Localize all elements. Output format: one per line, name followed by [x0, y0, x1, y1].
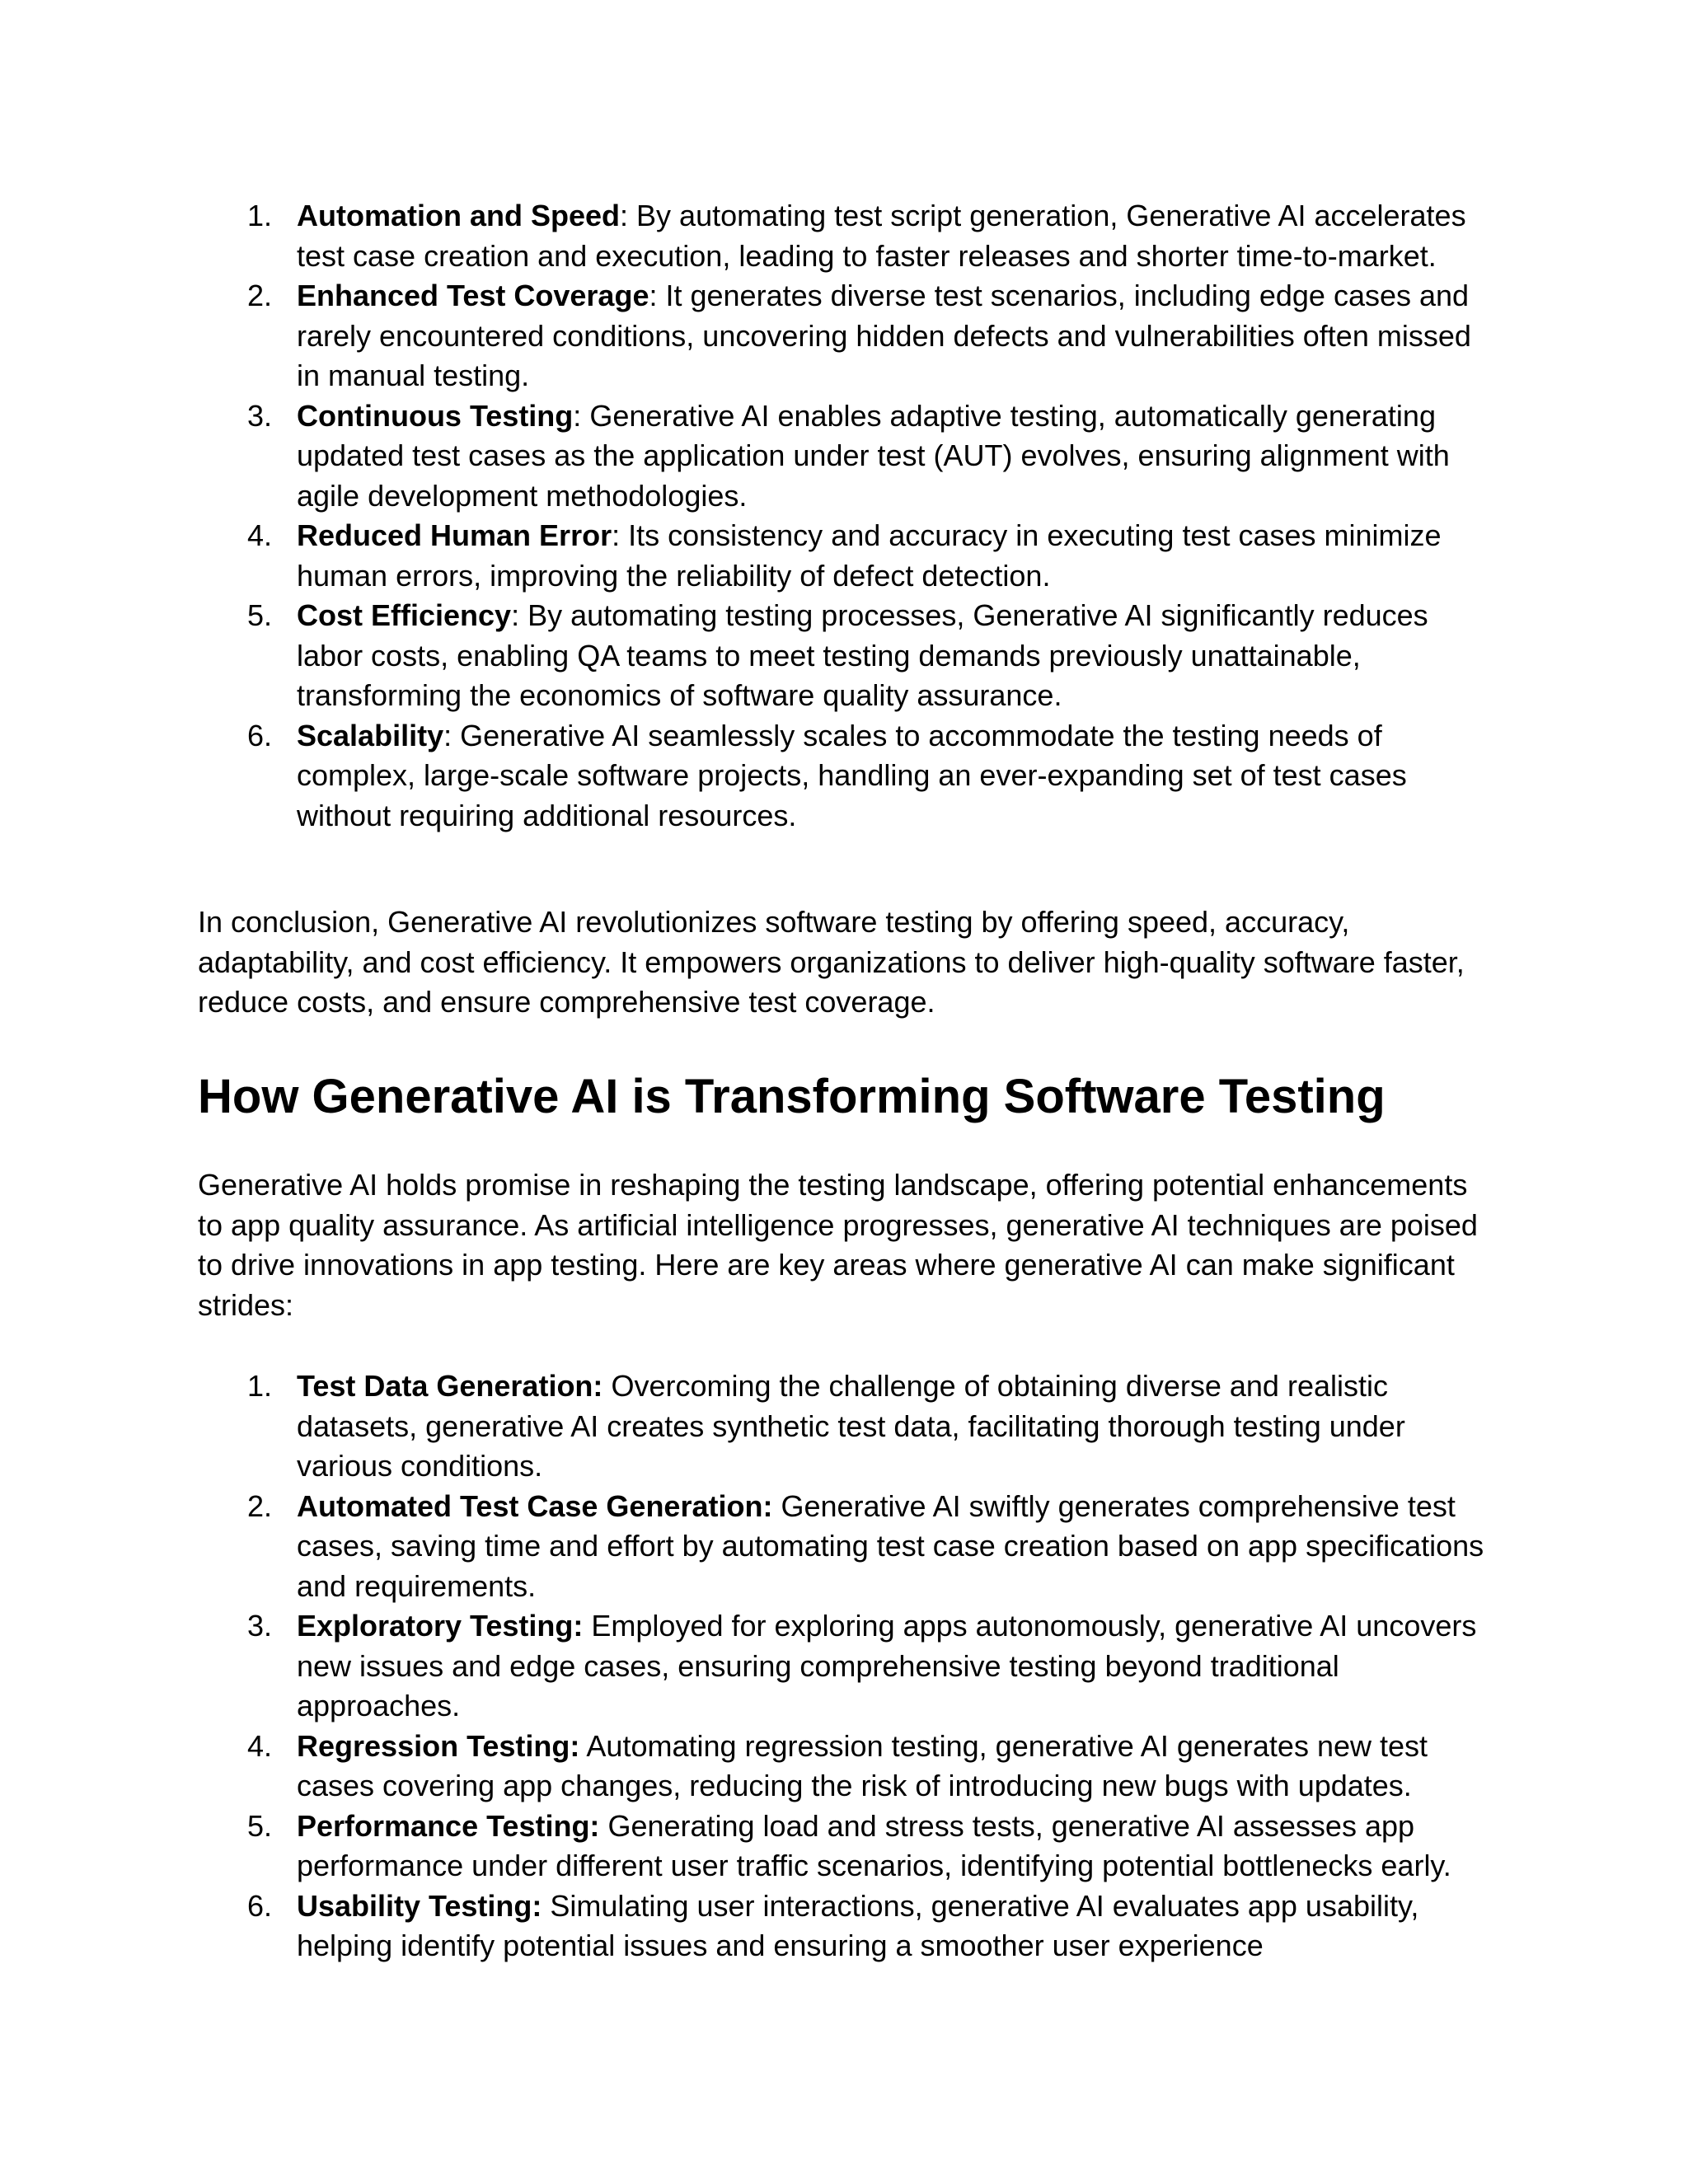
list-number: 6. — [247, 718, 273, 752]
list-item-title: Enhanced Test Coverage — [297, 279, 649, 312]
list-item-text: By automating testing processes, Generative AI significantly reduces labor costs, enabling QA teams to meet testing demands previously unattainable, transforming the economics of software quality assurance. — [297, 598, 1428, 712]
list-number: 2. — [247, 279, 273, 312]
list-item-title: Usability Testing: — [297, 1888, 542, 1923]
list-item-title: Exploratory Testing: — [297, 1609, 584, 1643]
list-item — [198, 596, 1500, 716]
list-item — [198, 196, 1500, 276]
list-item-text: Generative AI seamlessly scales to accommodate the testing needs of complex, large-scale software projects, handling an ever-expanding set of test cases without requiring additional resources. — [297, 718, 1407, 832]
list-item-separator — [599, 1809, 607, 1843]
intro-paragraph: Generative AI holds promise in reshaping the testing landscape, offering potential enhancements to app quality assurance. As artificial intelligence progresses, generative AI techniques are poised to drive innovations in app testing. Here are key areas where generative AI can make significant strides: — [198, 1168, 1478, 1322]
list-item-text: Simulating user interactions, generative AI evaluates app usability, helping identify potential issues and ensuring a smoother user experience — [297, 1888, 1419, 1962]
list-number: 4. — [247, 518, 273, 552]
list-item-text: By automating test script generation, Generative AI accelerates test case creation and execution, leading to faster releases and shorter time-to-market. — [297, 199, 1466, 273]
list-item-title: Performance Testing: — [297, 1808, 600, 1843]
list-item — [198, 276, 1500, 396]
list-item-text: Automating regression testing, generative AI generates new test cases covering app changes, reducing the risk of introducing new bugs with updates. — [297, 1728, 1428, 1802]
list-item-title: Test Data Generation: — [297, 1369, 603, 1403]
list-item — [198, 1807, 1500, 1886]
list-item-text: Employed for exploring apps autonomously, generative AI uncovers new issues and edge cases, ensuring comprehensive testing beyond traditional approaches. — [297, 1609, 1477, 1722]
list-item — [198, 1366, 1500, 1487]
list-item-title: Automated Test Case Generation: — [297, 1488, 773, 1523]
list-number: 6. — [247, 1888, 273, 1923]
list-item-text: Overcoming the challenge of obtaining diverse and realistic datasets, generative AI creates synthetic test data, facilitating thorough testing under various conditions. — [297, 1369, 1405, 1483]
list-number: 5. — [247, 1808, 273, 1843]
list-item-separator: : — [612, 518, 629, 552]
list-item-separator: : — [511, 598, 528, 632]
list-item — [198, 1727, 1500, 1807]
list-item-title: Cost Efficiency — [297, 598, 512, 632]
list-item-separator — [542, 1889, 550, 1923]
list-number: 1. — [247, 1369, 273, 1403]
list-item-text: Generating load and stress tests, generative AI assesses app performance under different user traffic scenarios, identifying potential bottlenecks early. — [297, 1808, 1451, 1882]
list-item-title: Regression Testing: — [297, 1728, 580, 1763]
list-item — [198, 396, 1500, 517]
list-item — [198, 516, 1500, 596]
list-number: 5. — [247, 598, 273, 632]
list-number: 4. — [247, 1728, 273, 1763]
list-item-text: It generates diverse test scenarios, including edge cases and rarely encountered conditions, uncovering hidden defects and vulnerabilities often missed in manual testing. — [297, 279, 1471, 392]
list-item-separator: : — [620, 199, 637, 232]
list-item-title: Continuous Testing — [297, 398, 574, 433]
list-item-separator — [772, 1489, 781, 1523]
key-areas-list — [198, 1366, 1500, 1966]
benefits-list — [198, 196, 1500, 836]
list-item — [198, 1487, 1500, 1607]
list-item-text: Generative AI enables adaptive testing, automatically generating updated test cases as the application under test (AUT) evolves, ensuring alignment with agile development methodologies. — [297, 398, 1450, 513]
list-item-title: Reduced Human Error — [297, 518, 612, 552]
list-item-separator: : — [649, 279, 666, 312]
conclusion-paragraph: In conclusion, Generative AI revolutionizes software testing by offering speed, accuracy, adaptability, and cost efficiency. It empowers organizations to deliver high-quality software faster, reduce costs, and ensure comprehensive test coverage. — [198, 905, 1465, 1019]
list-item-separator: : — [443, 718, 461, 752]
list-number: 3. — [247, 398, 273, 433]
section-heading: How Generative AI is Transforming Software Testing — [198, 1070, 1386, 1123]
list-item-separator — [603, 1369, 611, 1403]
list-item — [198, 1886, 1500, 1966]
list-item — [198, 1606, 1500, 1727]
list-item — [198, 716, 1500, 837]
list-number: 1. — [247, 199, 273, 232]
list-number: 2. — [247, 1488, 273, 1523]
list-item-separator — [583, 1609, 591, 1643]
list-item-separator: : — [573, 398, 590, 433]
list-number: 3. — [247, 1609, 273, 1643]
list-item-title: Scalability — [297, 718, 444, 752]
list-item-text: Generative AI swiftly generates comprehensive test cases, saving time and effort by automating test case creation based on app specifications and requirements. — [297, 1488, 1484, 1603]
list-item-text: Its consistency and accuracy in executing test cases minimize human errors, improving the reliability of defect detection. — [297, 518, 1442, 593]
list-item-title: Automation and Speed — [297, 199, 621, 232]
